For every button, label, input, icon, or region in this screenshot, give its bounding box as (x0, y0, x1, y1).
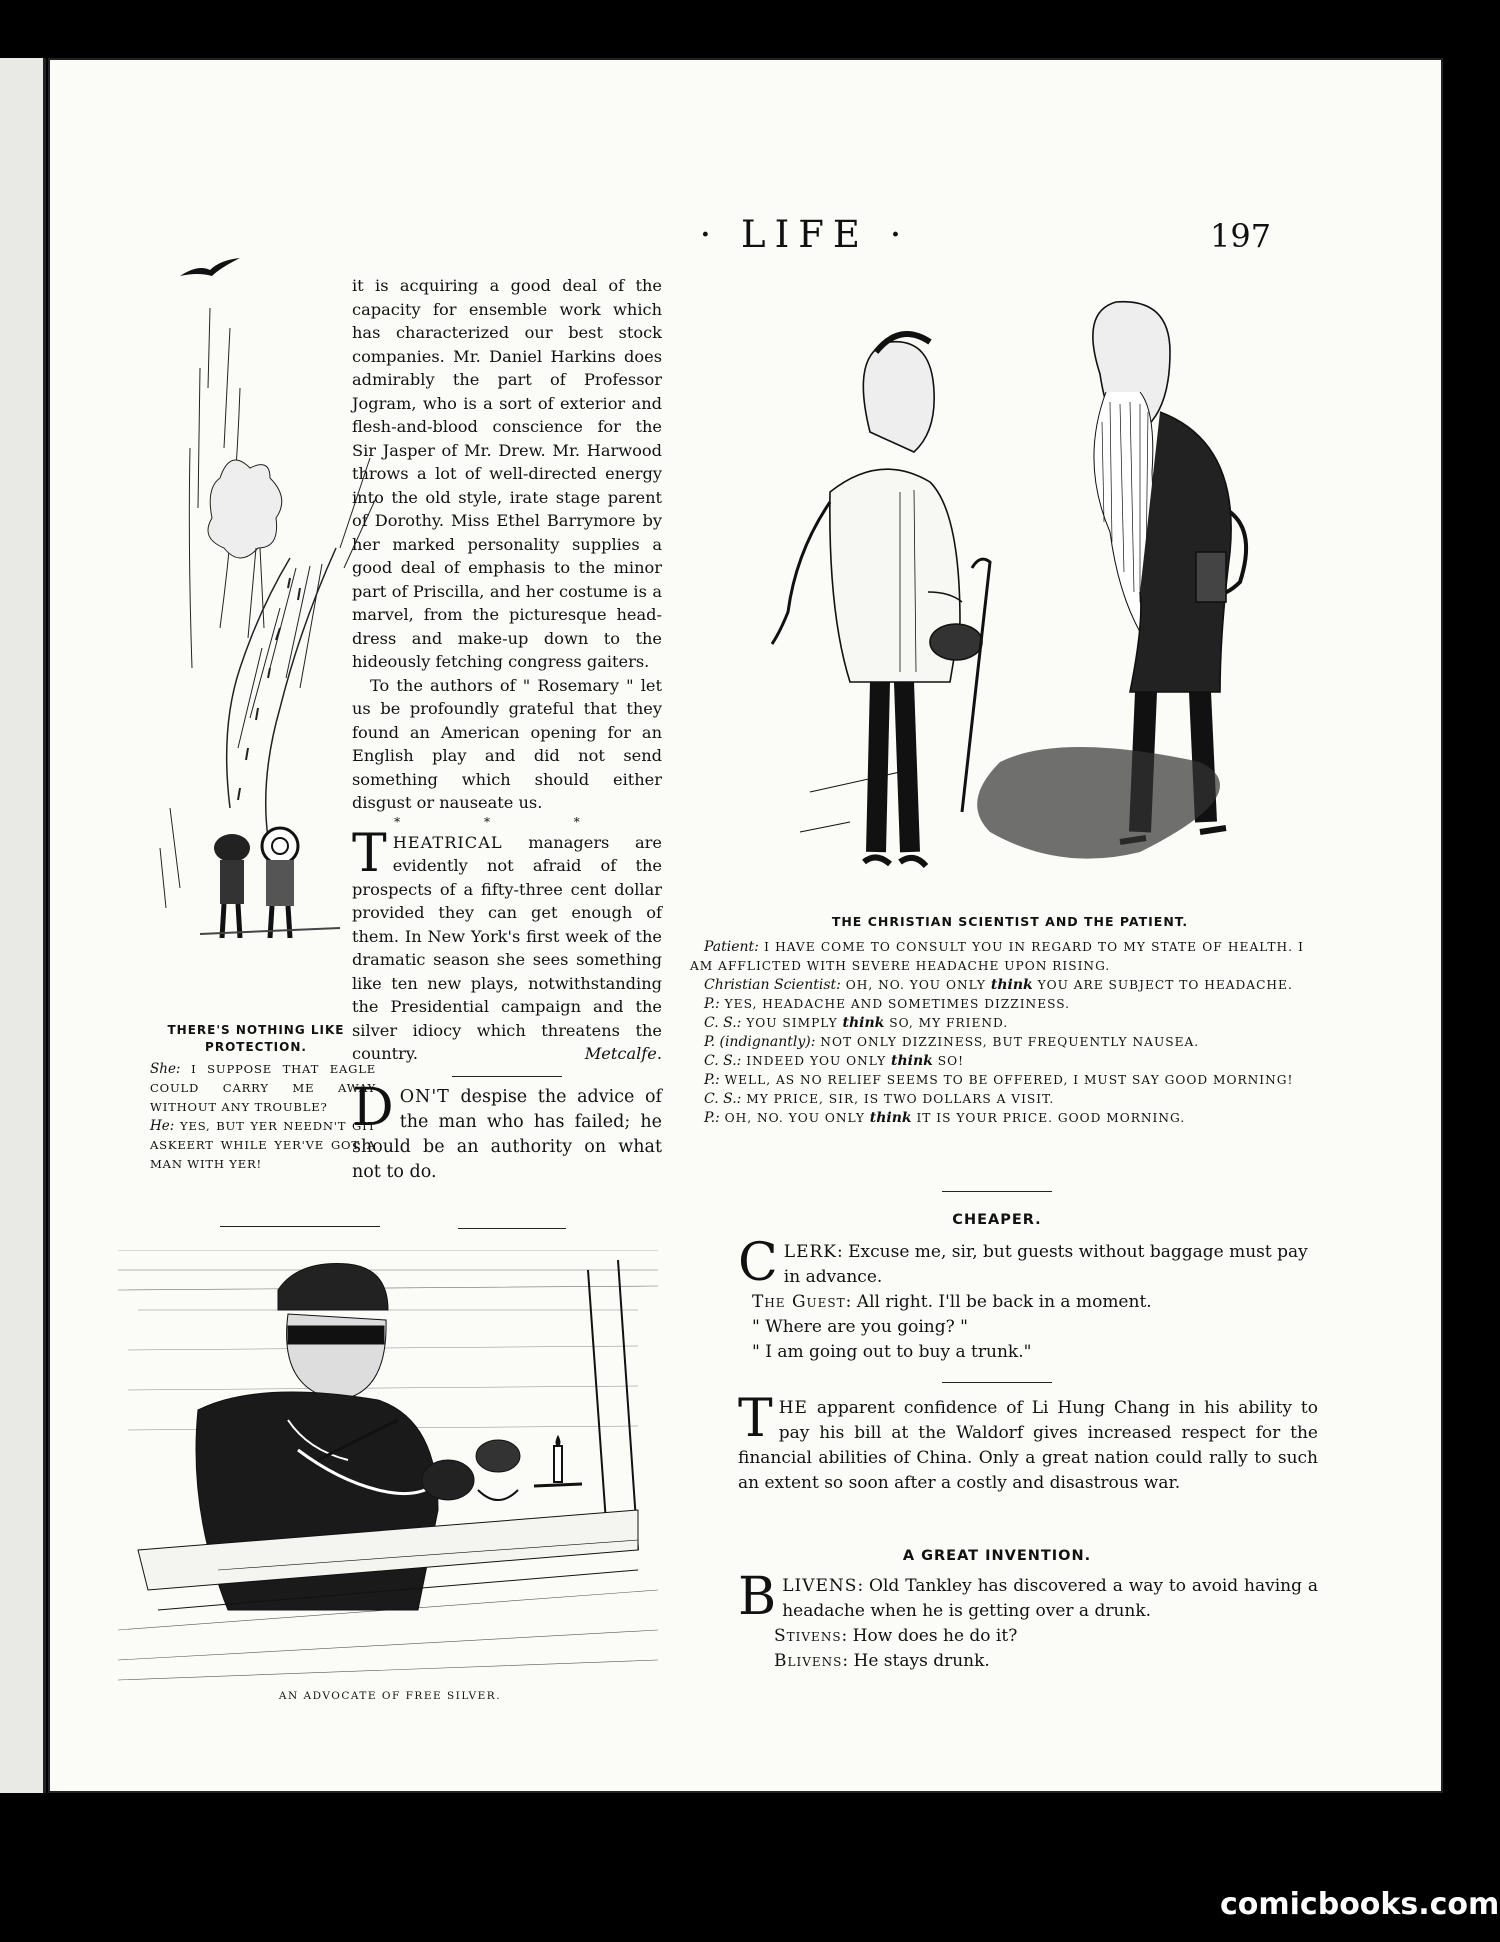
clerk-label: LERK (783, 1242, 837, 1262)
dropcap-t2: T (738, 1389, 773, 1449)
protection-caption: THERE'S NOTHING LIKE PROTECTION. (167, 1023, 345, 1054)
theatrical-paragraph (352, 823, 662, 1066)
top-edge (0, 0, 1500, 2)
protection-dialogue (150, 1060, 376, 1174)
dialogue-line-7 (690, 1071, 1304, 1090)
cheaper-line-1 (738, 1233, 1318, 1293)
cheaper-line-3: " Where are you going? " (752, 1317, 968, 1337)
think-word: think (891, 1053, 933, 1069)
dont-text: despise the advice of the man who has failed; he should be an authority on what not to do. (352, 1086, 662, 1182)
scientist-dialogue (690, 938, 1304, 1128)
dropcap-t: T (352, 823, 387, 884)
theatrical-text: managers are evidently not afraid of the prospects of a fifty-three cent dollar provided they can get enough of them. In New York's first week of the dramatic season she sees something like ten new plays, notwithstanding the Presidential campaign and the silver idiocy which threatens the country. (352, 832, 662, 1063)
speaker-patient: Patient: (704, 939, 759, 955)
scientist-caption: THE CHRISTIAN SCIENTIST AND THE PATIENT. (831, 914, 1189, 929)
theatrical-lead: HEATRICAL (392, 832, 503, 852)
li-hung-lead: HE (778, 1398, 808, 1418)
li-hung-chang-paragraph (738, 1389, 1318, 1496)
line-text: WELL, AS NO RELIEF SEEMS TO BE OFFERED, I MUST SAY GOOD MORNING! (719, 1073, 1294, 1087)
dropcap-b: B (738, 1567, 777, 1627)
li-hung-text: apparent confidence of Li Hung Chang in his ability to pay his bill at the Waldorf gives increased respect for the financial abilities of China. Only a great nation could rally to such an extent so soon after a costly and disastrous war. (738, 1398, 1318, 1493)
speaker-cs: C. S.: (704, 1091, 742, 1107)
line-text: I HAVE COME TO CONSULT YOU IN REGARD TO MY STATE OF HEALTH. I AM AFFLICTED WITH SEVERE HEADACHE UPON RISING. (690, 940, 1304, 973)
line-text-after: SO, MY FRIEND. (884, 1016, 1009, 1030)
dropcap-c: C (738, 1233, 778, 1293)
section-stars: * * * (394, 814, 620, 829)
dialogue-line-3 (690, 995, 1304, 1014)
line-text: NOT ONLY DIZZINESS, BUT FREQUENTLY NAUSEA. (815, 1035, 1200, 1049)
free-silver-caption: AN ADVOCATE OF FREE SILVER. (278, 1690, 502, 1702)
she-speaker: She: (150, 1061, 181, 1077)
invention-heading: A GREAT INVENTION. (902, 1548, 1092, 1564)
think-word: think (990, 977, 1033, 993)
page-number: 197 (1210, 217, 1272, 255)
line-text-after: IT IS YOUR PRICE. GOOD MORNING. (911, 1111, 1186, 1125)
dialogue-line-8 (690, 1090, 1304, 1109)
column-end-rule (458, 1228, 566, 1229)
line-text: YES, HEADACHE AND SOMETIMES DIZZINESS. (719, 997, 1071, 1011)
free-silver-cartoon (118, 1250, 658, 1690)
stivens-line: : How does he do it? (841, 1626, 1018, 1646)
dont-lead: ON'T (399, 1086, 450, 1107)
cheaper-line-2 (752, 1290, 1318, 1315)
cheaper-line-4: " I am going out to buy a trunk." (752, 1342, 1032, 1362)
speaker-cs: C. S.: (704, 1053, 742, 1069)
speaker-scientist: Christian Scientist: (704, 977, 841, 993)
blivens-label-2: Blivens (774, 1651, 843, 1671)
dont-despise-paragraph (352, 1077, 662, 1185)
dialogue-line-6 (690, 1052, 1304, 1071)
clerk-line: : Excuse me, sir, but guests without baggage must pay in advance. (783, 1242, 1308, 1287)
line-text-after: SO! (932, 1054, 964, 1068)
christian-scientist-cartoon (700, 292, 1320, 892)
blivens-line-2: : He stays drunk. (842, 1651, 990, 1671)
section-divider-2 (942, 1382, 1052, 1383)
think-word: think (869, 1110, 912, 1126)
speaker-p: P.: (704, 996, 720, 1012)
masthead-title: · LIFE · (699, 213, 911, 256)
signature-metcalfe: Metcalfe. (584, 1044, 662, 1063)
blivens-line: : Old Tankley has discovered a way to avoid having a headache when he is getting over a drunk. (782, 1576, 1318, 1621)
magazine-page (48, 58, 1443, 1793)
dialogue-line-4 (690, 1014, 1304, 1033)
children-figures (200, 828, 340, 938)
dropcap-d: D (352, 1077, 394, 1138)
blivens-label: LIVENS (782, 1576, 858, 1596)
she-line: I SUPPOSE THAT EAGLE COULD CARRY ME AWAY WITHOUT ANY TROUBLE? (150, 1062, 376, 1114)
li-hung-text-block (738, 1389, 1318, 1496)
speaker-cs: C. S.: (704, 1015, 742, 1031)
invention-line-1 (738, 1567, 1318, 1627)
review-column (352, 274, 662, 1185)
line-text: MY PRICE, SIR, IS TWO DOLLARS A VISIT. (741, 1092, 1055, 1106)
invention-text (738, 1567, 1318, 1674)
facing-page-edge (0, 58, 46, 1793)
speaker-p: P.: (704, 1072, 720, 1088)
think-word: think (842, 1015, 885, 1031)
invention-line-2 (774, 1624, 1318, 1649)
cheaper-text (738, 1233, 1318, 1365)
speaker-p: P.: (704, 1110, 720, 1126)
section-divider-1 (942, 1191, 1052, 1192)
protection-illustration (140, 248, 380, 938)
line-text: OH, NO. YOU ONLY (840, 978, 991, 992)
column-divider (452, 1076, 562, 1077)
dialogue-line-5 (690, 1033, 1304, 1052)
guest-line: : All right. I'll be back in a moment. (845, 1292, 1152, 1312)
dialogue-line-2 (690, 976, 1304, 995)
dialogue-line-9 (690, 1109, 1304, 1128)
invention-line-3 (774, 1649, 1318, 1674)
speaker-p: P. (indignantly): (704, 1034, 816, 1050)
sidebar-divider (220, 1226, 380, 1227)
review-paragraph-2: To the authors of " Rosemary " let us be profoundly grateful that they found an American opening for an English play and did not send something which should either disgust or nauseate us. (352, 675, 662, 812)
eagle-icon (180, 258, 240, 276)
line-text: YOU SIMPLY (741, 1016, 843, 1030)
dialogue-line-1 (690, 938, 1304, 976)
guest-label: The Guest (752, 1292, 846, 1312)
stivens-label: Stivens (774, 1626, 842, 1646)
line-text-after: YOU ARE SUBJECT TO HEADACHE. (1032, 978, 1293, 992)
line-text: INDEED YOU ONLY (741, 1054, 892, 1068)
review-paragraph-1: it is acquiring a good deal of the capacity for ensemble work which has characterized our best stock companies. Mr. Daniel Harkins does admirably the part of Professor Jogram, who is a sort of exterior and flesh-and-blood conscience for the Sir Jasper of Mr. Drew. Mr. Harwood throws a lot of well-directed energy into the old style, irate stage parent of Dorothy. Miss Ethel Barrymore by her marked personality supplies a good deal of emphasis to the minor part of Priscilla, and her costume is a marvel, from the picturesque head-dress and make-up down to the hideously fetching congress gaiters. (352, 276, 662, 671)
cheaper-heading: CHEAPER. (952, 1212, 1042, 1228)
line-text: OH, NO. YOU ONLY (719, 1111, 870, 1125)
he-speaker: He: (150, 1118, 175, 1134)
he-line: YES, BUT YER NEEDN'T GIT ASKEERT WHILE YER'VE GOT A MAN WITH YER! (150, 1119, 376, 1171)
site-watermark: comicbooks.com (1220, 1887, 1500, 1922)
